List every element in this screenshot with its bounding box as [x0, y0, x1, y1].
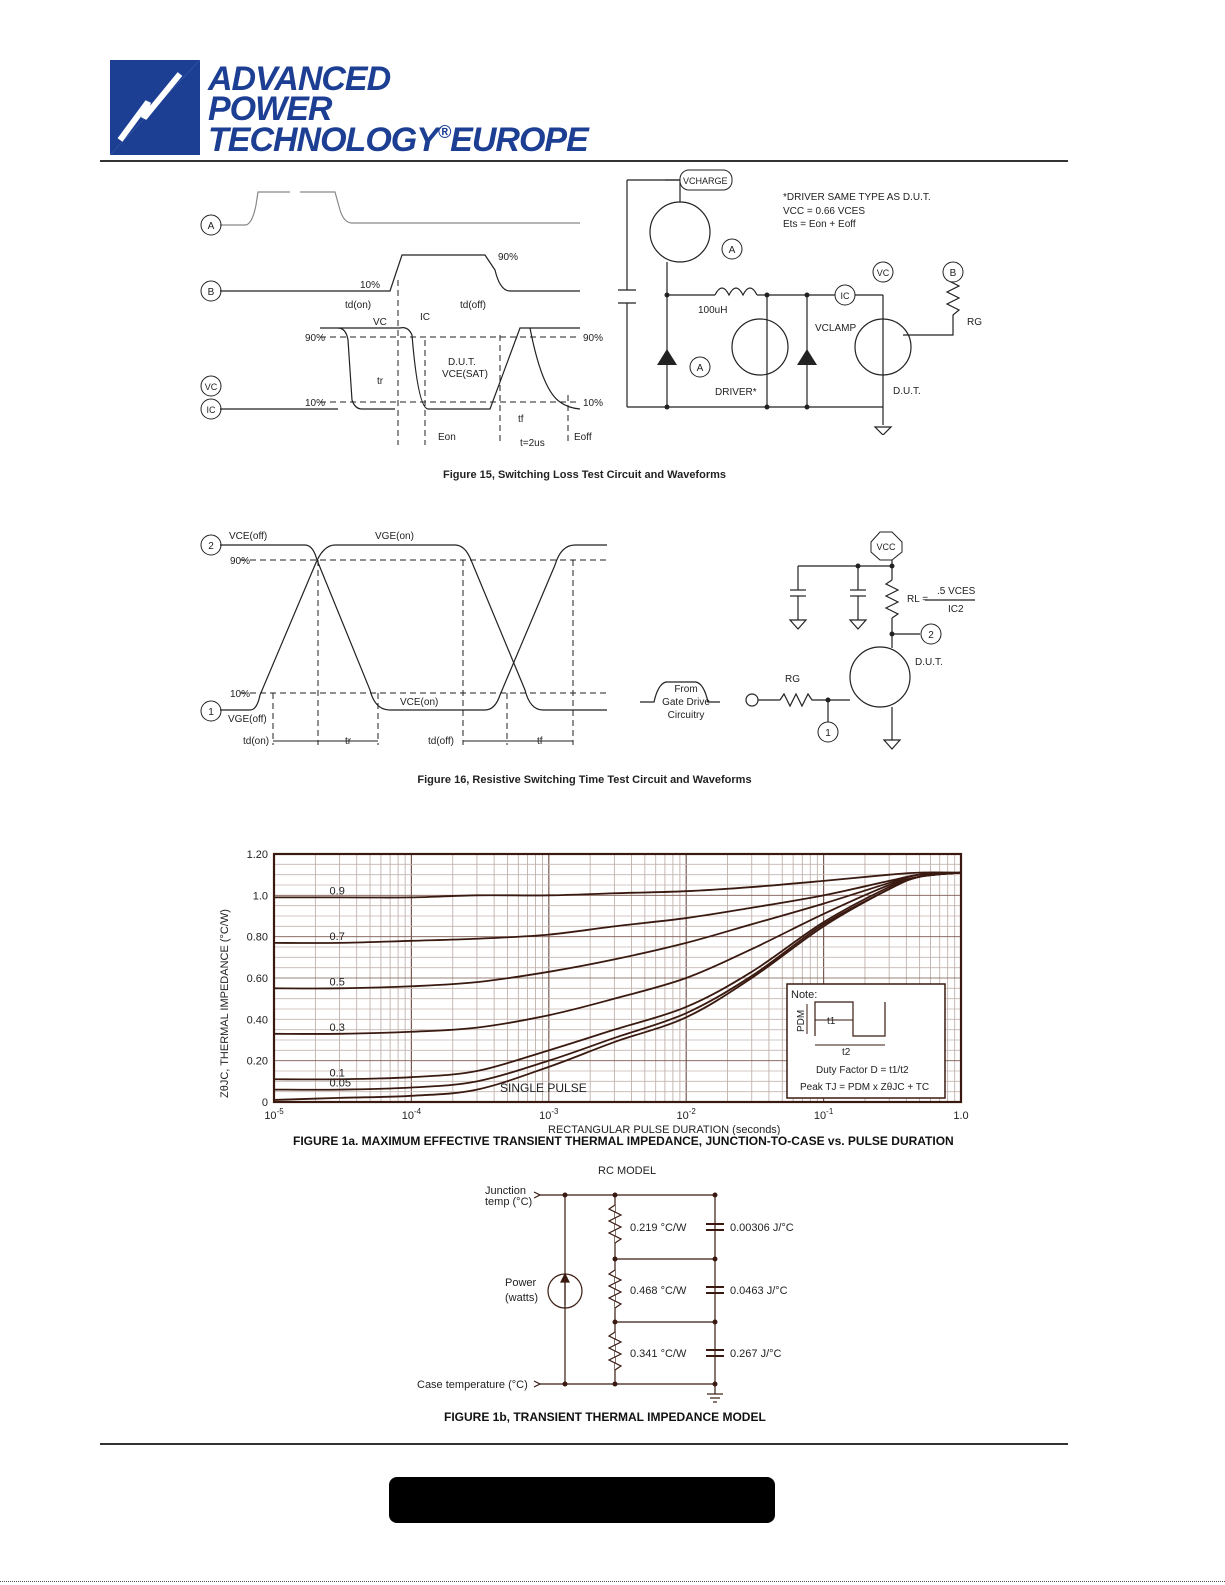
logo-line-1: ADVANCED — [208, 60, 391, 98]
company-logo — [110, 60, 610, 160]
circuit-node-ic: IC — [840, 291, 850, 301]
fig15-circuit — [615, 165, 1015, 435]
fig16-waveforms — [195, 525, 615, 760]
rg-label: RG — [967, 317, 982, 328]
rc-model-diagram — [410, 1160, 810, 1405]
note-t2: t2 — [842, 1047, 851, 1058]
ic-label: IC — [420, 312, 430, 323]
footer-redaction-bar — [389, 1477, 775, 1523]
y-tick-label: 0.20 — [246, 1055, 268, 1068]
node-ic-label: IC — [206, 405, 216, 415]
series-label: 0.05 — [329, 1077, 351, 1090]
c3-label: 0.267 J/°C — [730, 1348, 782, 1360]
node-b-label: B — [207, 287, 215, 298]
vce-sat-label: VCE(SAT) — [442, 369, 488, 380]
power-label-1: Power — [505, 1277, 537, 1289]
tf-label: tf — [518, 414, 524, 425]
x-tick-label: $10^{-2}$ — [676, 1107, 696, 1122]
wave-node-2: 2 — [208, 541, 214, 552]
vcc-label-16: VCC — [876, 542, 896, 552]
note-duty: Duty Factor D = t1/t2 — [816, 1065, 909, 1076]
td-off-label-16: td(off) — [428, 736, 454, 747]
wave-node-1: 1 — [208, 707, 214, 718]
rc-model-title: RC MODEL — [598, 1165, 657, 1177]
series-line — [274, 873, 961, 989]
note-t1: t1 — [827, 1016, 836, 1027]
x-tick-label: 1.0 — [953, 1110, 969, 1122]
x-tick-label: $10^{-4}$ — [401, 1107, 422, 1122]
tr-label: tr — [377, 376, 384, 387]
logo-line-3 — [208, 123, 588, 157]
logo-technology: TECHNOLOGY — [208, 121, 438, 159]
pct-90-label: 90% — [230, 556, 251, 567]
circuit-node-2: 2 — [928, 630, 934, 641]
pct-90-right: 90% — [583, 333, 604, 344]
y-tick-label: 0.60 — [246, 973, 268, 985]
driver-note-2: VCC = 0.66 VCES — [783, 206, 865, 217]
from-label-3: Circuitry — [667, 710, 705, 721]
circuit-node-b: B — [949, 268, 957, 279]
logo-registered: ® — [437, 122, 451, 142]
td-on-label-16: td(on) — [243, 736, 270, 747]
note-pdm: PDM — [796, 1009, 807, 1032]
y-tick-label: 0 — [261, 1097, 268, 1109]
rl-label: RL = — [907, 594, 929, 605]
footer-rule — [100, 1443, 1068, 1445]
logo-line-2: POWER — [208, 90, 332, 128]
y-tick-label: 0.40 — [246, 1014, 268, 1027]
rl-denominator: IC2 — [948, 604, 964, 615]
fig16-circuit — [630, 530, 1010, 760]
node-vc-label: VC — [204, 382, 218, 392]
fig15-caption: Figure 15, Switching Loss Test Circuit and Waveforms — [443, 469, 726, 481]
series-label: 0.5 — [329, 976, 345, 989]
fig1b-caption: FIGURE 1b, TRANSIENT THERMAL IMPEDANCE MODEL — [444, 1410, 766, 1424]
x-tick-label: $10^{-5}$ — [264, 1107, 284, 1122]
y-axis-label: ZθJC, THERMAL IMPEDANCE (°C/W) — [219, 909, 231, 1098]
vclamp-label: VCLAMP — [815, 323, 857, 334]
c2-label: 0.0463 J/°C — [730, 1285, 788, 1297]
dut-label-16: D.U.T. — [915, 657, 943, 668]
y-tick-label: 1.20 — [246, 849, 268, 861]
vge-off-label: VGE(off) — [228, 714, 267, 725]
eoff-label: Eoff — [574, 432, 592, 443]
c1-label: 0.00306 J/°C — [730, 1222, 794, 1234]
single-pulse-label: SINGLE PULSE — [500, 1081, 587, 1095]
fig15-waveforms — [190, 170, 620, 455]
from-label-1: From — [674, 684, 698, 695]
junction-label-2: temp (°C) — [485, 1196, 533, 1208]
note-title: Note: — [791, 989, 818, 1001]
td-off-label: td(off) — [460, 300, 486, 311]
node-a-label: A — [207, 221, 215, 232]
y-tick-label: 1.0 — [252, 890, 268, 903]
td-on-label: td(on) — [345, 300, 372, 311]
fig1a-caption: FIGURE 1a. MAXIMUM EFFECTIVE TRANSIENT THERMAL IMPEDANCE, JUNCTION-TO-CASE vs. PULSE DURATION — [293, 1134, 954, 1148]
pct-10-right: 10% — [583, 398, 604, 409]
thermal-impedance-chart — [210, 840, 980, 1135]
t2us-label: t=2us — [520, 438, 545, 449]
circuit-node-a2: A — [696, 363, 704, 374]
pct-90-left: 90% — [305, 333, 326, 344]
junction-label-1: Junction — [485, 1185, 526, 1197]
note-peak: Peak TJ = PDM x ZθJC + TC — [800, 1082, 930, 1093]
inductor-label: 100uH — [698, 305, 728, 316]
vce-on-label: VCE(on) — [400, 697, 439, 708]
x-axis-label: RECTANGULAR PULSE DURATION (seconds) — [548, 1124, 781, 1135]
rg-label-16: RG — [785, 674, 800, 685]
x-tick-label: $10^{-3}$ — [539, 1107, 559, 1122]
pct-10-label: 10% — [230, 689, 251, 700]
driver-note-3: Ets = Eon + Eoff — [783, 219, 856, 230]
case-temp-label: Case temperature (°C) — [417, 1379, 528, 1391]
eon-label: Eon — [438, 432, 456, 443]
tr-label-16: tr — [345, 736, 352, 747]
tf-label-16: tf — [537, 736, 543, 747]
r1-label: 0.219 °C/W — [630, 1222, 687, 1234]
y-tick-label: 0.80 — [246, 931, 268, 944]
logo-europe: EUROPE — [450, 121, 588, 159]
circuit-node-1: 1 — [825, 728, 831, 739]
fig16-caption: Figure 16, Resistive Switching Time Test Circuit and Waveforms — [417, 774, 752, 786]
page-bottom-dots — [0, 1581, 1225, 1584]
series-label: 0.1 — [329, 1067, 345, 1080]
circuit-node-vc: VC — [876, 268, 890, 278]
pct-90-b: 90% — [498, 252, 519, 263]
series-label: 0.9 — [329, 885, 345, 898]
circuit-node-a1: A — [728, 245, 736, 256]
from-label-2: Gate Drive — [662, 697, 710, 708]
rl-numerator: .5 VCES — [937, 586, 976, 597]
series-label: 0.7 — [329, 930, 345, 943]
series-label: 0.3 — [329, 1021, 345, 1034]
power-label-2: (watts) — [505, 1292, 538, 1304]
driver-label: DRIVER* — [715, 387, 757, 398]
logo-mark — [110, 60, 200, 155]
series-line — [274, 873, 961, 943]
dut-label: D.U.T. — [893, 386, 921, 397]
x-tick-label: $10^{-1}$ — [813, 1107, 834, 1122]
pct-10-b: 10% — [360, 280, 381, 291]
pct-10-left: 10% — [305, 398, 326, 409]
dut-wave-label: D.U.T. — [448, 357, 476, 368]
header-rule — [100, 160, 1068, 162]
vc-label: VC — [373, 317, 387, 328]
vge-on-label: VGE(on) — [375, 531, 414, 542]
driver-note-1: *DRIVER SAME TYPE AS D.U.T. — [783, 192, 931, 203]
duty-note-box — [787, 984, 945, 1098]
vcharge-label: VCHARGE — [683, 176, 728, 186]
r3-label: 0.341 °C/W — [630, 1348, 687, 1360]
r2-label: 0.468 °C/W — [630, 1285, 687, 1297]
vce-off-label: VCE(off) — [229, 531, 268, 542]
